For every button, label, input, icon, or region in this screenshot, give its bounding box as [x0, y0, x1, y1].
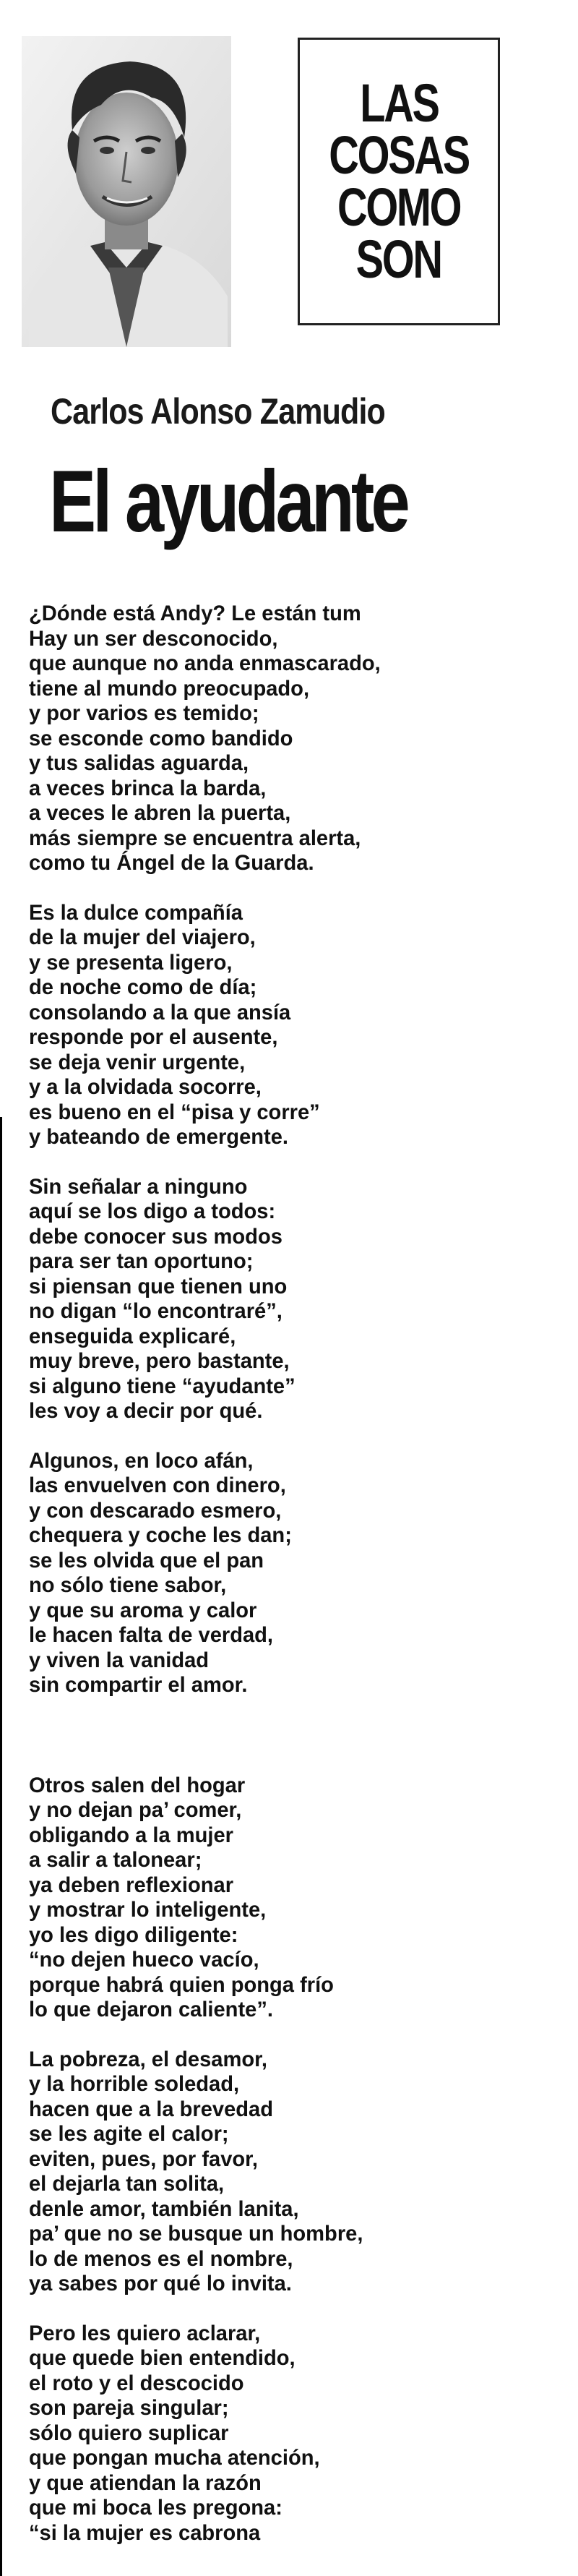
verse: y que atiendan la razón: [29, 2470, 262, 2495]
author-portrait-image: [22, 36, 231, 347]
verse: hacen que a la brevedad: [29, 2097, 274, 2121]
verse: le hacen falta de verdad,: [29, 1623, 274, 1647]
verse: y mostrar lo inteligente,: [29, 1898, 267, 1922]
verse: como tu Ángel de la Guarda.: [29, 851, 314, 875]
stanza-4: [29, 1449, 564, 1698]
verse: muy breve, pero bastante,: [29, 1349, 290, 1373]
verse: y con descarado esmero,: [29, 1498, 282, 1523]
verse: “si la mujer es cabrona: [29, 2520, 261, 2545]
verse: debe conocer sus modos: [29, 1224, 282, 1249]
verse: es bueno en el “pisa y corre”: [29, 1100, 320, 1124]
verse: las envuelven con dinero,: [29, 1473, 286, 1497]
verse: responde por el ausente,: [29, 1025, 278, 1049]
verse: lo que dejaron caliente”.: [29, 1998, 273, 2021]
logo-line-3: COMO: [337, 177, 461, 237]
stanza-7: [29, 2322, 564, 2546]
verse: tiene al mundo preocupado,: [29, 676, 310, 701]
verse: ¿Dónde está Andy? Le están tum: [29, 602, 361, 625]
verse: sólo quiero suplicar: [29, 2421, 229, 2445]
stanza-1: [29, 602, 564, 876]
article-title: El ayudante: [49, 452, 407, 550]
verse: consolando a la que ansía: [29, 1000, 291, 1024]
poem-body: [29, 602, 564, 2570]
verse: denle amor, también lanita,: [29, 2196, 299, 2221]
verse: Pero les quiero aclarar,: [29, 2321, 261, 2345]
verse: de la mujer del viajero,: [29, 925, 256, 949]
verse: el roto y el descocido: [29, 2371, 244, 2395]
logo-line-4: SON: [355, 229, 442, 289]
verse: que quede bien entendido,: [29, 2346, 296, 2370]
verse: el dejarla tan solita,: [29, 2172, 225, 2196]
verse: “no dejen hueco vacío,: [29, 1948, 259, 1972]
verse: y a la olvidada socorre,: [29, 1075, 262, 1099]
author-photo: [22, 36, 231, 347]
verse: eviten, pues, por favor,: [29, 2147, 258, 2171]
verse: se esconde como bandido: [29, 726, 293, 750]
verse: Otros salen del hogar: [29, 1773, 246, 1797]
verse: para ser tan oportuno;: [29, 1249, 254, 1273]
verse: ya sabes por qué lo invita.: [29, 2272, 292, 2295]
verse: no digan “lo encontraré”,: [29, 1299, 282, 1323]
verse: y que su aroma y calor: [29, 1598, 257, 1622]
stanza-6: [29, 2047, 564, 2297]
verse: de noche como de día;: [29, 975, 257, 999]
verse: se les agite el calor;: [29, 2122, 229, 2146]
verse: chequera y coche les dan;: [29, 1523, 292, 1547]
verse: y no dejan pa’ comer,: [29, 1798, 242, 1822]
verse: lo de menos es el nombre,: [29, 2246, 293, 2271]
author-name: Carlos Alonso Zamudio: [51, 391, 385, 432]
logo-line-1: LAS: [359, 73, 439, 133]
verse: son pareja singular;: [29, 2396, 229, 2420]
verse: más siempre se encuentra alerta,: [29, 826, 361, 850]
verse: se les olvida que el pan: [29, 1548, 264, 1572]
verse: a veces brinca la barda,: [29, 776, 267, 800]
verse: ya deben reflexionar: [29, 1873, 234, 1897]
verse: y por varios es temido;: [29, 701, 259, 725]
stanza-5: [29, 1773, 564, 2023]
verse: y tus salidas aguarda,: [29, 751, 249, 775]
verse: y viven la vanidad: [29, 1648, 210, 1672]
verse: y se presenta ligero,: [29, 950, 233, 975]
verse: si alguno tiene “ayudante”: [29, 1374, 296, 1398]
verse: pa’ que no se busque un hombre,: [29, 2222, 363, 2246]
verse: Hay un ser desconocido,: [29, 626, 278, 651]
verse: se deja venir urgente,: [29, 1050, 246, 1074]
logo-line-2: COSAS: [329, 125, 469, 185]
verse: a veces le abren la puerta,: [29, 801, 291, 825]
verse: no sólo tiene sabor,: [29, 1573, 227, 1597]
column-divider: [0, 1117, 2, 2576]
verse: yo les digo diligente:: [29, 1922, 238, 1947]
verse: que aunque no anda enmascarado,: [29, 651, 381, 675]
verse: y la horrible soledad,: [29, 2072, 240, 2096]
verse: La pobreza, el desamor,: [29, 2047, 267, 2071]
verse: porque habrá quien ponga frío: [29, 1972, 334, 1997]
verse: obligando a la mujer: [29, 1823, 233, 1847]
stanza-2: [29, 901, 564, 1150]
verse: Es la dulce compañía: [29, 900, 243, 925]
verse: que mi boca les pregona:: [29, 2496, 282, 2520]
verse: Algunos, en loco afán,: [29, 1448, 254, 1473]
verse: sin compartir el amor.: [29, 1673, 248, 1697]
verse: y bateando de emergente.: [29, 1125, 289, 1149]
verse: que pongan mucha atención,: [29, 2446, 320, 2470]
verse: Sin señalar a ninguno: [29, 1174, 248, 1199]
verse: si piensan que tienen uno: [29, 1274, 288, 1298]
verse: a salir a talonear;: [29, 1848, 202, 1872]
column-logo: [298, 38, 500, 325]
verse: les voy a decir por qué.: [29, 1399, 263, 1423]
verse: enseguida explicaré,: [29, 1324, 236, 1348]
stanza-3: [29, 1175, 564, 1424]
verse: aquí se los digo a todos:: [29, 1199, 276, 1223]
